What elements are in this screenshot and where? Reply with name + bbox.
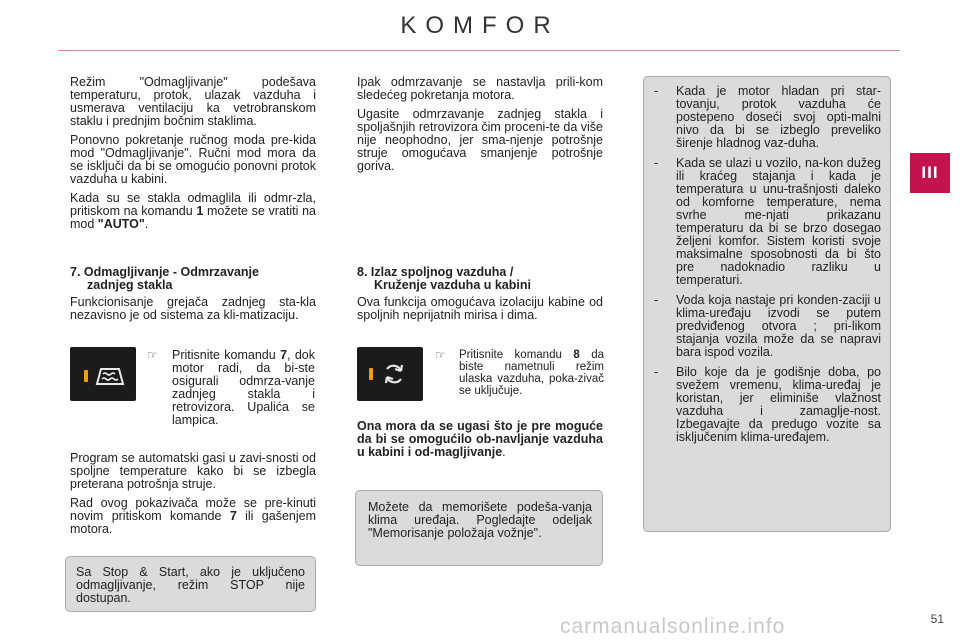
list-item: - Voda koja nastaje pri konden-zaciji u klima-uređaju izvodi se putem predviđenog otvora ; pri-likom stajanja vozila može da se napravi bara ispod vozila. [654,293,881,359]
title-divider [58,50,900,51]
intro-paragraph-3: Kada su se stakla odmaglila ili odmr-zla, pritiskom na komandu 1 možete se vratiti na mod "AUTO". [70,191,316,231]
recirculation-glyph [357,347,423,401]
memorize-settings-note: Možete da memorišete podeša-vanja klima uređaja. Pogledajte odeljak "Memorisanje položaja vožnje". [355,490,603,566]
stop-start-note: Sa Stop & Start, ako je uključeno odmagljivanje, režim STOP nije dostupan. [65,556,316,612]
list-item: - Kada se ulazi u vozilo, na-kon dužeg ili kraćeg stajanja i kada je temperatura u unu-trašnjosti daleko od komforne temperature, nema svrhe me-njati prikazanu temperaturu da bi se brzo dosegao željeni komfor. Sistem koristi svoje maksimalne sposobnosti da bi što pre nadoknadio razliku u temperaturi. [654,156,881,287]
col1-intro [70,76,316,237]
col2-intro: Ipak odmrzavanje se nastavlja prili-kom sledećeg pokretanja motora. Ugasite odmrzavanje zadnjeg stakla i spoljašnjih retrovizora čim proceni-te da više nije neophodno, jer sma-njenje potrošnje struje omogućava smanjenje potrošnje goriva. [357,75,603,173]
tips-list [652,85,881,444]
air-recirculation-button-icon [357,347,423,401]
intro-paragraph-1: Režim "Odmagljivanje" podešava temperaturu, protok, ulazak vazduha i usmerava ventilaciju ka vetrobranskom staklu i prednjim bočnim staklima. [70,75,316,128]
section-7-instruction: Pritisnite komandu 7, dok motor radi, da bi-ste osigurali odmrza-vanje zadnjeg stakla i retrovizora. Upalića se lampica. [172,348,315,427]
section-7-heading: 7. Odmagljivanje - Odmrzavanje zadnjeg stakla [70,265,259,292]
auto-off-text: Program se automatski gasi u zavi-snosti od spoljne temperature kako bi se izbegla preterana potrošnja struje. Rad ovog pokazivača može se pre-kinuti novim pritiskom komande 7 ili gašenjem motora. [70,451,316,536]
pointing-finger-icon: ☞ [147,348,158,362]
section-7-text: Funkcionisanje grejača zadnjeg sta-kla nezavisno je od sistema za kli-matizaciju. [70,295,316,322]
page-title: KOMFOR [400,12,560,39]
page-number: 51 [930,612,944,626]
section-8-heading: 8. Izlaz spoljnog vazduha / Kruženje vazduha u kabini [357,265,531,292]
pointing-finger-icon: ☞ [435,348,446,362]
watermark: carmanualsonline.info [560,615,786,638]
recirculation-warning: Ona mora da se ugasi što je pre moguće da bi se omogućilo ob-navljanje vazduha u kabini i od-magljivanje. [357,419,603,459]
tips-box [643,76,891,532]
section-8-text: Ova funkcija omogućava izolaciju kabine od spoljnih neprijatnih mirisa i dima. [357,295,603,322]
rear-defrost-glyph [70,347,136,401]
list-item: - Kada je motor hladan pri star-tovanju, protok vazduha će postepeno doseći svoj opti-malni nivo da bi se izbeglo preveliko širenje hladnog vaz-duha. [654,84,881,150]
chapter-tab: III [910,153,950,193]
list-item: - Bilo koje da je godišnje doba, po svežem vremenu, klima-uređaj je koristan, jer eliminiše vlažnost vazduha i zamaglje-nost. Izbegavajte da predugo vozite sa isključenim klima-uređajem. [654,365,881,444]
intro-paragraph-2: Ponovno pokretanje ručnog moda pre-kida mod "Odmagljivanje". Ručni mod mora da se isključi da bi se omogućio ponovni protok vazduha u kabini. [70,133,316,186]
section-8-instruction: Pritisnite komandu 8 da biste nametnuli režim ulaska vazduha, poka-zivač se uključuje. [459,349,604,397]
rear-defrost-button-icon [70,347,136,401]
